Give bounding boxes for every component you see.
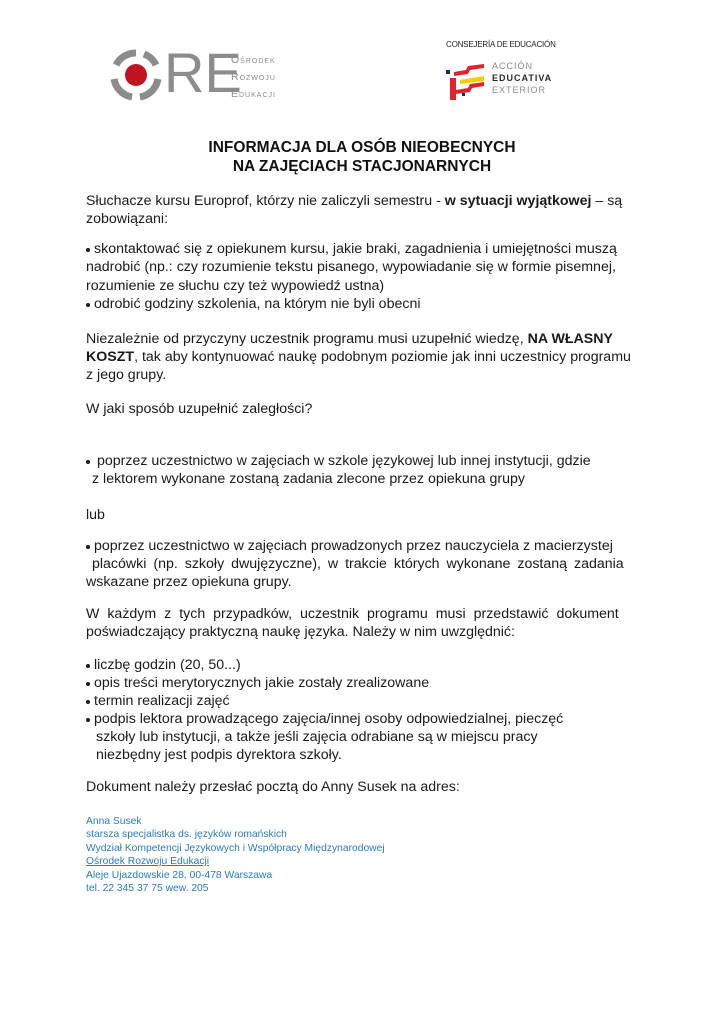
question-heading: W jaki sposób uzupełnić zaległości? [86,401,313,417]
list-item-text: nadrobić (np.: czy rozumienie tekstu pisanego, wypowiadanie się w formie pisemnej, [86,259,616,275]
intro-text: zobowiązani: [86,211,169,227]
ore-letters: RE [164,41,242,104]
contact-street: Aleje Ujazdowskie 28, 00-478 Warszawa [86,869,273,881]
paragraph-text: , tak aby kontynuować naukę podobnym poziomie jak inni uczestnicy programu [134,349,631,365]
contact-position: starsza specjalistka ds. języków romańskich [86,829,287,841]
ore-full-name [231,52,276,103]
institution-link[interactable]: Ośrodek Rozwoju Edukacji [86,856,210,868]
document-paragraph [86,605,642,641]
list-item [86,692,642,710]
consejeria-logo [440,40,590,110]
bullet-icon [86,664,90,668]
consejeria-name-line: EDUCATIVA [492,73,553,83]
list-item [86,295,642,313]
bullet-icon [86,700,90,704]
page-title [0,138,724,176]
list-item [86,674,642,692]
intro-emphasis: w sytuacji wyjątkowej [444,193,592,209]
contact-address [86,815,385,895]
ore-name-line: Rozwoju [231,71,276,83]
title-line: INFORMACJA DLA OSÓB NIEOBECNYCH [208,139,516,156]
requirements-list [86,656,642,764]
intro-paragraph [86,192,642,228]
paragraph-text: poświadczający praktyczną naukę języka. Należy w nim uwzględnić: [86,624,515,640]
paragraph-text: z jego grupy. [86,367,167,383]
bullet-icon [86,460,90,464]
list-item-text: liczbę godzin (20, 50...) [94,657,241,673]
bullet-icon [86,718,90,722]
ore-name-line: Ośrodek [231,54,276,66]
consejeria-title: CONSEJERÍA DE EDUCACIÓN [446,40,556,49]
paragraph-text: W każdym z tych przypadków, uczestnik programu musi przedstawić dokument [86,606,619,622]
paragraph-emphasis: KOSZT [86,349,135,365]
send-instruction: Dokument należy przesłać pocztą do Anny Susek na adres: [86,779,460,795]
consejeria-name-line: ACCIÓN [492,61,534,71]
accion-educativa-flag-icon [444,60,486,102]
option-text: wskazane przez opiekuna grupy. [86,574,292,590]
cost-paragraph [86,330,642,384]
title-line: NA ZAJĘCIACH STACJONARNYCH [232,158,492,175]
list-item-text: podpis lektora prowadzącego zajęcia/innej osoby odpowiedzialnej, pieczęć [94,711,564,727]
list-item-text: skontaktować się z opiekunem kursu, jakie braki, zagadnienia i umiejętności muszą [94,241,617,257]
option-text: poprzez uczestnictwo w zajęciach w szkole językowej lub innej instytucji, gdzie [97,453,591,469]
intro-text: – są [591,193,623,209]
list-item [86,240,642,258]
list-item-text: rozumienie ze słuchu czy też wypowiedź ustna) [86,278,385,294]
consejeria-name-line: EXTERIOR [492,85,547,95]
ore-circle-icon [110,49,162,101]
list-item-text: niezbędny jest podpis dyrektora szkoły. [96,747,342,763]
option-one [86,452,642,488]
list-item [86,656,642,674]
ore-logo [110,41,290,104]
list-item-text: termin realizacji zajęć [94,693,230,709]
paragraph-text: Niezależnie od przyczyny uczestnik programu musi uzupełnić wiedzę, [86,331,528,347]
bullet-icon [86,682,90,686]
option-text: poprzez uczestnictwo w zajęciach prowadzonych przez nauczyciela z macierzystej [94,538,613,554]
ore-name-line: Edukacji [231,88,276,100]
bullet-icon [86,303,90,307]
bullet-icon [86,545,90,549]
option-text: placówki (np. szkoły dwujęzyczne), w trakcie których wykonane zostaną zadania [92,556,624,572]
consejeria-names [492,60,552,96]
option-text: z lektorem wykonane zostaną zadania zlecone przez opiekuna grupy [92,471,525,487]
list-item [86,710,642,728]
option-two [86,537,642,591]
contact-name: Anna Susek [86,816,142,827]
or-label: lub [86,507,105,523]
list-item-text: odrobić godziny szkolenia, na którym nie byli obecni [94,296,421,312]
contact-department: Wydział Kompetencji Językowych i Współpracy Międzynarodowej [86,842,385,854]
paragraph-emphasis: NA WŁASNY [527,331,613,347]
obligations-list [86,240,642,313]
contact-phone: tel. 22 345 37 75 wew. 205 [86,883,209,895]
intro-text: Słuchacze kursu Europrof, którzy nie zaliczyli semestru - [86,193,445,209]
bullet-icon [86,248,90,252]
list-item-text: opis treści merytorycznych jakie zostały zrealizowane [94,675,430,691]
list-item-text: szkoły lub instytucji, a także jeśli zajęcia odrabiane są w miejscu pracy [96,729,538,745]
